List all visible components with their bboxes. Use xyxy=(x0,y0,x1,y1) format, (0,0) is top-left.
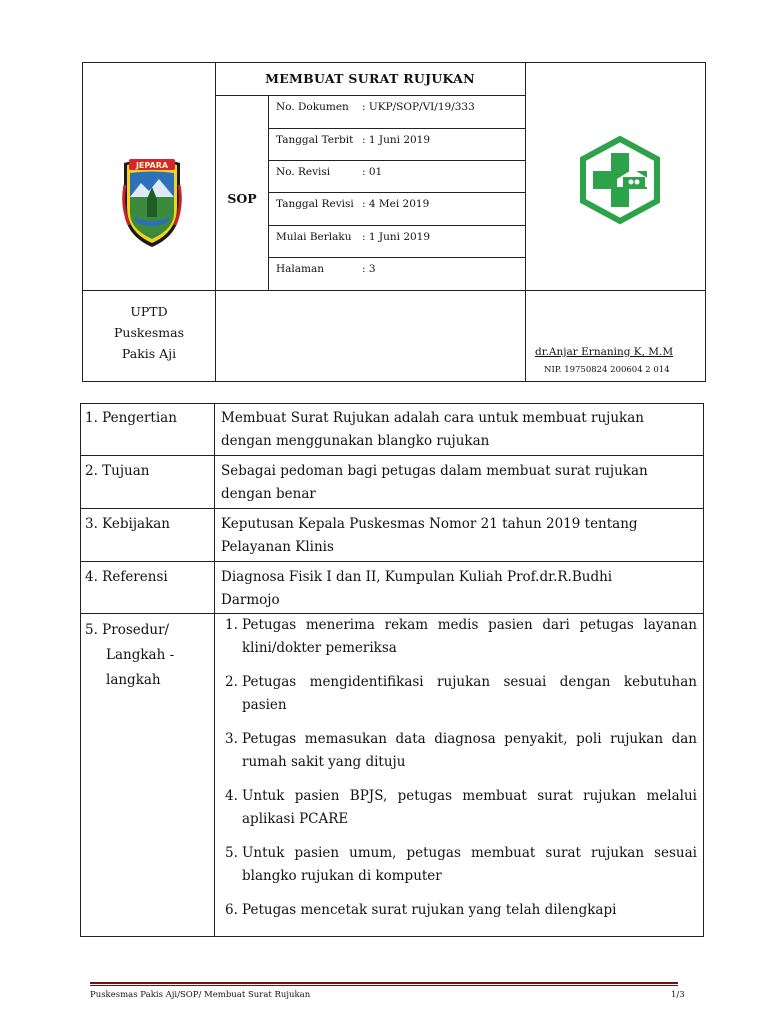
jepara-regency-crest-icon xyxy=(119,155,185,249)
row-content: Sebagai pedoman bagi petugas dalam membuat surat rujukan dengan benar xyxy=(221,463,648,502)
list-item: 3. Petugas memasukan data diagnosa penyakit, poli rujukan dan rumah sakit yang dituju xyxy=(225,731,697,770)
list-item: 6. Petugas mencetak surat rujukan yang telah dilengkapi xyxy=(225,902,617,918)
signatory-name: dr.Anjar Ernaning K, M.M xyxy=(535,346,674,358)
header-divider xyxy=(215,95,525,96)
row-label: 1. Pengertian xyxy=(85,410,177,426)
footer-document-ref: Puskesmas Pakis Aji/SOP/ Membuat Surat Rujukan xyxy=(90,990,311,1000)
row-content: Keputusan Kepala Puskesmas Nomor 21 tahun 2019 tentang Pelayanan Klinis xyxy=(221,516,638,555)
header-divider xyxy=(215,63,216,381)
row-label: 4. Referensi xyxy=(85,569,168,585)
row-label: 2. Tujuan xyxy=(85,463,150,479)
page-number: 1/3 xyxy=(671,990,685,1000)
sop-label: SOP xyxy=(227,191,257,206)
header-divider xyxy=(268,225,525,226)
puskesmas-logo-icon xyxy=(575,135,665,225)
content-divider xyxy=(81,561,703,562)
footer-rule xyxy=(90,982,678,984)
header-divider xyxy=(268,128,525,129)
meta-row: Mulai Berlaku : 1 Juni 2019 xyxy=(276,231,431,243)
list-item: 4. Untuk pasien BPJS, petugas membuat surat rujukan melalui aplikasi PCARE xyxy=(225,788,697,827)
sop-content-table xyxy=(80,403,704,937)
row-content: Diagnosa Fisik I dan II, Kumpulan Kuliah Prof.dr.R.Budhi Darmojo xyxy=(221,569,613,608)
content-divider xyxy=(81,455,703,456)
meta-row: Tanggal Terbit : 1 Juni 2019 xyxy=(276,134,431,146)
meta-row: Halaman : 3 xyxy=(276,263,376,275)
meta-row: No. Dokumen : UKP/SOP/VI/19/333 xyxy=(276,101,475,113)
list-item: 2. Petugas mengidentifikasi rujukan sesuai dengan kebutuhan pasien xyxy=(225,674,697,713)
header-divider xyxy=(268,192,525,193)
list-item: 1. Petugas menerima rekam medis pasien dari petugas layanan klini/dokter pemeriksa xyxy=(225,617,697,656)
organization-name: UPTD Puskesmas Pakis Aji xyxy=(114,304,184,361)
row-content: Membuat Surat Rujukan adalah cara untuk membuat rujukan dengan menggunakan blangko rujukan xyxy=(221,410,644,449)
header-divider xyxy=(83,290,705,291)
content-divider xyxy=(81,508,703,509)
meta-row: No. Revisi : 01 xyxy=(276,166,383,178)
meta-row: Tanggal Revisi : 4 Mei 2019 xyxy=(276,198,430,210)
signatory-nip: NIP. 19750824 200604 2 014 xyxy=(544,365,670,375)
header-divider xyxy=(268,257,525,258)
footer-rule xyxy=(90,985,678,986)
header-divider xyxy=(525,63,526,381)
row-label: 5. Prosedur/ Langkah - langkah xyxy=(85,622,175,688)
row-label: 3. Kebijakan xyxy=(85,516,171,532)
procedure-steps xyxy=(221,614,697,933)
svg-text:JEPARA: JEPARA xyxy=(135,161,169,170)
document-title: MEMBUAT SURAT RUJUKAN xyxy=(265,71,475,86)
list-item: 5. Untuk pasien umum, petugas membuat surat rujukan sesuai blangko rujukan di komputer xyxy=(225,845,697,884)
header-divider xyxy=(268,160,525,161)
sop-header-table xyxy=(82,62,706,382)
content-divider xyxy=(214,404,215,936)
